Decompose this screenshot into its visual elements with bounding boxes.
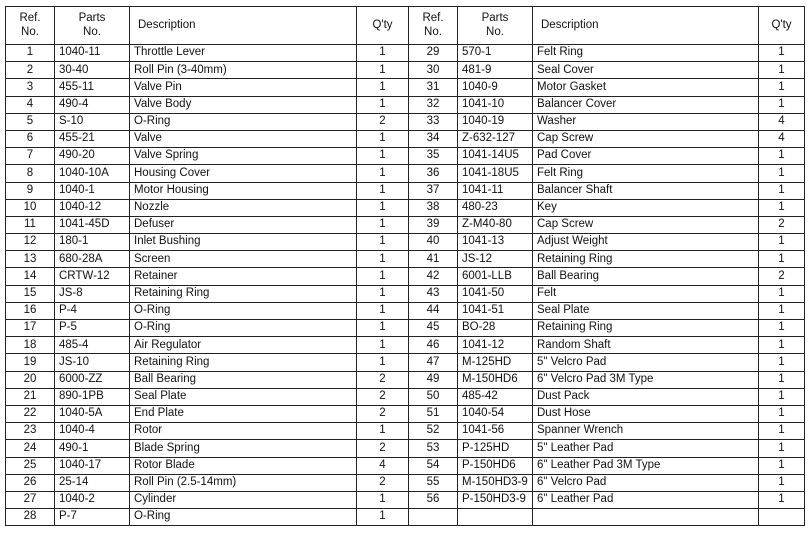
part-no-cell: JS-8 [55, 285, 130, 302]
description-cell: Dust Hose [533, 405, 759, 422]
part-no-cell: 1041-11 [458, 182, 533, 199]
qty-cell [759, 509, 805, 526]
part-no-cell: P-150HD6 [458, 457, 533, 474]
header-description-right: Description [533, 7, 759, 45]
description-cell: Valve Pin [130, 79, 357, 96]
part-no-cell: M-150HD3-9 [458, 474, 533, 491]
ref-no-cell: 15 [6, 285, 55, 302]
table-row [6, 491, 805, 508]
table-row [6, 62, 805, 79]
description-cell: Cap Screw [533, 130, 759, 147]
qty-cell: 1 [357, 216, 409, 233]
part-no-cell: 480-23 [458, 199, 533, 216]
description-cell: Throttle Lever [130, 45, 357, 62]
qty-cell: 1 [357, 234, 409, 251]
description-cell: Retaining Ring [130, 285, 357, 302]
description-cell: 6" Velcro Pad [533, 474, 759, 491]
description-cell: Nozzle [130, 199, 357, 216]
qty-cell: 2 [357, 474, 409, 491]
description-cell: Ball Bearing [130, 371, 357, 388]
description-cell: Inlet Bushing [130, 234, 357, 251]
description-cell: Retainer [130, 268, 357, 285]
part-no-cell: 1040-5A [55, 405, 130, 422]
part-no-cell: P-150HD3-9 [458, 491, 533, 508]
ref-no-cell: 43 [409, 285, 458, 302]
ref-no-cell: 14 [6, 268, 55, 285]
qty-cell: 1 [759, 234, 805, 251]
description-cell: Pad Cover [533, 148, 759, 165]
qty-cell: 1 [357, 491, 409, 508]
ref-no-cell: 3 [6, 79, 55, 96]
part-no-cell: 1041-51 [458, 302, 533, 319]
qty-cell: 1 [759, 62, 805, 79]
description-cell: Rotor Blade [130, 457, 357, 474]
ref-no-cell: 33 [409, 113, 458, 130]
header-parts-line2-right: No. [486, 25, 504, 38]
qty-cell: 2 [357, 440, 409, 457]
qty-cell: 1 [357, 199, 409, 216]
ref-no-cell: 1 [6, 45, 55, 62]
ref-no-cell: 55 [409, 474, 458, 491]
qty-cell: 1 [357, 45, 409, 62]
qty-cell: 1 [759, 45, 805, 62]
ref-no-cell: 34 [409, 130, 458, 147]
description-cell: Felt [533, 285, 759, 302]
qty-cell: 2 [759, 216, 805, 233]
part-no-cell: 1041-10 [458, 96, 533, 113]
ref-no-cell: 13 [6, 251, 55, 268]
part-no-cell: 1040-2 [55, 491, 130, 508]
description-cell: Roll Pin (3-40mm) [130, 62, 357, 79]
ref-no-cell: 39 [409, 216, 458, 233]
table-row [6, 405, 805, 422]
parts-list-body [6, 7, 805, 526]
part-no-cell: 1041-50 [458, 285, 533, 302]
ref-no-cell: 45 [409, 320, 458, 337]
ref-no-cell: 53 [409, 440, 458, 457]
table-row [6, 113, 805, 130]
part-no-cell: 455-21 [55, 130, 130, 147]
part-no-cell: M-125HD [458, 354, 533, 371]
ref-no-cell: 20 [6, 371, 55, 388]
qty-cell: 1 [759, 337, 805, 354]
ref-no-cell: 47 [409, 354, 458, 371]
header-ref-no [6, 7, 55, 45]
part-no-cell: 1041-12 [458, 337, 533, 354]
ref-no-cell: 16 [6, 302, 55, 319]
header-qty-right: Q'ty [759, 7, 805, 45]
part-no-cell: JS-12 [458, 251, 533, 268]
ref-no-cell: 52 [409, 423, 458, 440]
description-cell [533, 509, 759, 526]
header-ref-no-right [409, 7, 458, 45]
part-no-cell: 1040-19 [458, 113, 533, 130]
part-no-cell: P-5 [55, 320, 130, 337]
description-cell: 6" Velcro Pad 3M Type [533, 371, 759, 388]
part-no-cell: 1040-4 [55, 423, 130, 440]
ref-no-cell: 2 [6, 62, 55, 79]
qty-cell: 1 [759, 165, 805, 182]
part-no-cell: 1040-9 [458, 79, 533, 96]
description-cell: Valve Body [130, 96, 357, 113]
table-row [6, 165, 805, 182]
qty-cell: 1 [357, 182, 409, 199]
qty-cell: 1 [357, 165, 409, 182]
qty-cell: 2 [357, 113, 409, 130]
ref-no-cell: 23 [6, 423, 55, 440]
header-description: Description [130, 7, 357, 45]
ref-no-cell: 11 [6, 216, 55, 233]
part-no-cell: 6001-LLB [458, 268, 533, 285]
qty-cell: 2 [357, 405, 409, 422]
table-row [6, 96, 805, 113]
parts-list-table [5, 6, 805, 526]
header-qty: Q'ty [357, 7, 409, 45]
description-cell: O-Ring [130, 302, 357, 319]
ref-no-cell: 25 [6, 457, 55, 474]
qty-cell: 1 [759, 251, 805, 268]
ref-no-cell [409, 509, 458, 526]
table-row [6, 234, 805, 251]
ref-no-cell: 4 [6, 96, 55, 113]
table-row [6, 79, 805, 96]
qty-cell: 2 [759, 268, 805, 285]
description-cell: Air Regulator [130, 337, 357, 354]
qty-cell: 1 [357, 148, 409, 165]
ref-no-cell: 30 [409, 62, 458, 79]
part-no-cell: CRTW-12 [55, 268, 130, 285]
qty-cell: 1 [759, 148, 805, 165]
description-cell: Washer [533, 113, 759, 130]
table-row [6, 148, 805, 165]
description-cell: Valve [130, 130, 357, 147]
qty-cell: 1 [357, 130, 409, 147]
table-row [6, 474, 805, 491]
ref-no-cell: 26 [6, 474, 55, 491]
table-row [6, 337, 805, 354]
table-row [6, 320, 805, 337]
ref-no-cell: 44 [409, 302, 458, 319]
ref-no-cell: 29 [409, 45, 458, 62]
description-cell: O-Ring [130, 113, 357, 130]
ref-no-cell: 5 [6, 113, 55, 130]
ref-no-cell: 41 [409, 251, 458, 268]
part-no-cell: 680-28A [55, 251, 130, 268]
qty-cell: 1 [357, 509, 409, 526]
qty-cell: 1 [759, 388, 805, 405]
ref-no-cell: 37 [409, 182, 458, 199]
table-row [6, 130, 805, 147]
ref-no-cell: 51 [409, 405, 458, 422]
qty-cell: 1 [759, 96, 805, 113]
part-no-cell: 1041-13 [458, 234, 533, 251]
part-no-cell: M-150HD6 [458, 371, 533, 388]
table-row [6, 182, 805, 199]
part-no-cell: 490-1 [55, 440, 130, 457]
part-no-cell: 481-9 [458, 62, 533, 79]
description-cell: Dust Pack [533, 388, 759, 405]
description-cell: Seal Plate [130, 388, 357, 405]
description-cell: Valve Spring [130, 148, 357, 165]
ref-no-cell: 49 [409, 371, 458, 388]
table-row [6, 251, 805, 268]
qty-cell: 4 [357, 457, 409, 474]
description-cell: Seal Cover [533, 62, 759, 79]
header-ref-line1-right: Ref. [422, 12, 444, 25]
ref-no-cell: 46 [409, 337, 458, 354]
description-cell: O-Ring [130, 320, 357, 337]
qty-cell: 1 [357, 423, 409, 440]
description-cell: Ball Bearing [533, 268, 759, 285]
qty-cell: 1 [759, 440, 805, 457]
part-no-cell: 25-14 [55, 474, 130, 491]
ref-no-cell: 27 [6, 491, 55, 508]
ref-no-cell: 7 [6, 148, 55, 165]
table-row [6, 285, 805, 302]
qty-cell: 1 [357, 337, 409, 354]
header-parts-line1-right: Parts [481, 12, 509, 25]
description-cell: Balancer Cover [533, 96, 759, 113]
description-cell: Key [533, 199, 759, 216]
part-no-cell: 1041-45D [55, 216, 130, 233]
ref-no-cell: 9 [6, 182, 55, 199]
ref-no-cell: 22 [6, 405, 55, 422]
part-no-cell: 1040-12 [55, 199, 130, 216]
qty-cell: 4 [759, 130, 805, 147]
qty-cell: 1 [357, 285, 409, 302]
part-no-cell: 1041-56 [458, 423, 533, 440]
qty-cell: 1 [357, 96, 409, 113]
qty-cell: 1 [357, 268, 409, 285]
ref-no-cell: 50 [409, 388, 458, 405]
part-no-cell: 1040-54 [458, 405, 533, 422]
ref-no-cell: 35 [409, 148, 458, 165]
description-cell: 5" Leather Pad [533, 440, 759, 457]
qty-cell: 4 [759, 113, 805, 130]
table-row [6, 509, 805, 526]
qty-cell: 1 [759, 457, 805, 474]
description-cell: Seal Plate [533, 302, 759, 319]
description-cell: Retaining Ring [533, 320, 759, 337]
header-ref-line2: No. [21, 25, 39, 38]
part-no-cell: BO-28 [458, 320, 533, 337]
description-cell: Housing Cover [130, 165, 357, 182]
part-no-cell: 1041-14U5 [458, 148, 533, 165]
qty-cell: 1 [759, 371, 805, 388]
qty-cell: 2 [357, 388, 409, 405]
part-no-cell: 6000-ZZ [55, 371, 130, 388]
qty-cell: 1 [759, 79, 805, 96]
qty-cell: 1 [357, 302, 409, 319]
qty-cell: 1 [357, 320, 409, 337]
ref-no-cell: 10 [6, 199, 55, 216]
qty-cell: 1 [357, 354, 409, 371]
description-cell: Motor Housing [130, 182, 357, 199]
part-no-cell: P-7 [55, 509, 130, 526]
ref-no-cell: 19 [6, 354, 55, 371]
ref-no-cell: 42 [409, 268, 458, 285]
qty-cell: 1 [759, 182, 805, 199]
description-cell: O-Ring [130, 509, 357, 526]
header-ref-line2-right: No. [424, 25, 442, 38]
table-row [6, 371, 805, 388]
table-row [6, 302, 805, 319]
description-cell: Defuser [130, 216, 357, 233]
part-no-cell: 485-4 [55, 337, 130, 354]
table-row [6, 216, 805, 233]
ref-no-cell: 18 [6, 337, 55, 354]
table-row [6, 268, 805, 285]
description-cell: 6" Leather Pad 3M Type [533, 457, 759, 474]
description-cell: Blade Spring [130, 440, 357, 457]
description-cell: Cap Screw [533, 216, 759, 233]
description-cell: 6" Leather Pad [533, 491, 759, 508]
part-no-cell: 180-1 [55, 234, 130, 251]
table-row [6, 440, 805, 457]
part-no-cell: 1040-17 [55, 457, 130, 474]
part-no-cell [458, 509, 533, 526]
part-no-cell: 490-4 [55, 96, 130, 113]
qty-cell: 1 [759, 423, 805, 440]
qty-cell: 1 [759, 285, 805, 302]
qty-cell: 1 [759, 405, 805, 422]
part-no-cell: S-10 [55, 113, 130, 130]
table-row [6, 354, 805, 371]
qty-cell: 1 [357, 62, 409, 79]
ref-no-cell: 56 [409, 491, 458, 508]
header-ref-line1: Ref. [19, 12, 41, 25]
description-cell: Screen [130, 251, 357, 268]
description-cell: Adjust Weight [533, 234, 759, 251]
qty-cell: 1 [759, 354, 805, 371]
description-cell: Felt Ring [533, 45, 759, 62]
part-no-cell: 1040-1 [55, 182, 130, 199]
table-row [6, 457, 805, 474]
part-no-cell: 485-42 [458, 388, 533, 405]
description-cell: Random Shaft [533, 337, 759, 354]
description-cell: End Plate [130, 405, 357, 422]
description-cell: Roll Pin (2.5-14mm) [130, 474, 357, 491]
header-parts-line2: No. [83, 25, 101, 38]
header-parts-no [55, 7, 130, 45]
ref-no-cell: 21 [6, 388, 55, 405]
description-cell: Rotor [130, 423, 357, 440]
part-no-cell: 30-40 [55, 62, 130, 79]
qty-cell: 1 [357, 79, 409, 96]
ref-no-cell: 8 [6, 165, 55, 182]
part-no-cell: 455-11 [55, 79, 130, 96]
qty-cell: 2 [357, 371, 409, 388]
part-no-cell: P-125HD [458, 440, 533, 457]
ref-no-cell: 17 [6, 320, 55, 337]
description-cell: Balancer Shaft [533, 182, 759, 199]
description-cell: Retaining Ring [533, 251, 759, 268]
header-parts-line1: Parts [78, 12, 106, 25]
table-row [6, 423, 805, 440]
part-no-cell: 1040-11 [55, 45, 130, 62]
part-no-cell: 570-1 [458, 45, 533, 62]
ref-no-cell: 31 [409, 79, 458, 96]
part-no-cell: 890-1PB [55, 388, 130, 405]
ref-no-cell: 28 [6, 509, 55, 526]
qty-cell: 1 [357, 251, 409, 268]
table-row [6, 45, 805, 62]
ref-no-cell: 54 [409, 457, 458, 474]
description-cell: Motor Gasket [533, 79, 759, 96]
qty-cell: 1 [759, 199, 805, 216]
ref-no-cell: 40 [409, 234, 458, 251]
part-no-cell: Z-632-127 [458, 130, 533, 147]
qty-cell: 1 [759, 320, 805, 337]
part-no-cell: Z-M40-80 [458, 216, 533, 233]
part-no-cell: JS-10 [55, 354, 130, 371]
qty-cell: 1 [759, 491, 805, 508]
header-row [6, 7, 805, 45]
ref-no-cell: 24 [6, 440, 55, 457]
header-parts-no-right [458, 7, 533, 45]
table-row [6, 388, 805, 405]
description-cell: Spanner Wrench [533, 423, 759, 440]
description-cell: Retaining Ring [130, 354, 357, 371]
description-cell: Cylinder [130, 491, 357, 508]
part-no-cell: 490-20 [55, 148, 130, 165]
ref-no-cell: 12 [6, 234, 55, 251]
qty-cell: 1 [759, 474, 805, 491]
ref-no-cell: 32 [409, 96, 458, 113]
table-row [6, 199, 805, 216]
part-no-cell: 1041-18U5 [458, 165, 533, 182]
ref-no-cell: 6 [6, 130, 55, 147]
description-cell: 5" Velcro Pad [533, 354, 759, 371]
ref-no-cell: 36 [409, 165, 458, 182]
part-no-cell: 1040-10A [55, 165, 130, 182]
description-cell: Felt Ring [533, 165, 759, 182]
part-no-cell: P-4 [55, 302, 130, 319]
ref-no-cell: 38 [409, 199, 458, 216]
qty-cell: 1 [759, 302, 805, 319]
